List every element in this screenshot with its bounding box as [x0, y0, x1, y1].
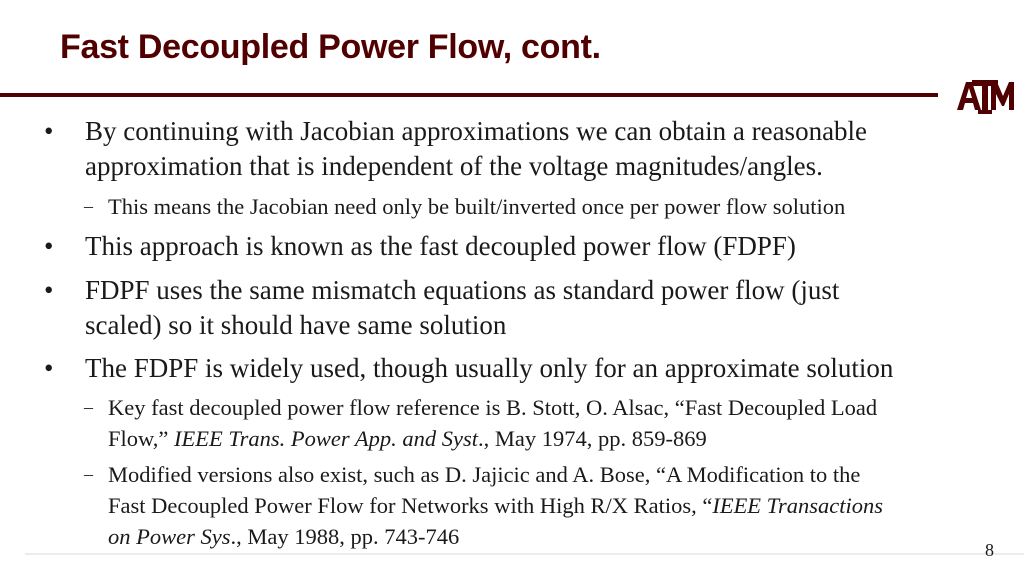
reference-1-line-1: Key fast decoupled power flow reference is B. Stott, O. Alsac, “Fast Decoupled Load	[108, 395, 878, 420]
sub-bullet-marker: –	[84, 464, 93, 484]
bullet-marker: •	[44, 231, 54, 261]
bullet-1-sub-1: This means the Jacobian need only be built/inverted once per power flow solution	[108, 194, 846, 219]
university-logo	[955, 76, 1015, 116]
bullet-marker: •	[44, 275, 54, 305]
title-divider	[0, 93, 938, 97]
sub-bullet-marker: –	[84, 397, 93, 417]
bullet-2-line-1: This approach is known as the fast decoupled power flow (FDPF)	[85, 231, 796, 261]
page-number: 8	[985, 540, 994, 560]
bullet-4-line-1: The FDPF is widely used, though usually only for an approximate solution	[85, 353, 894, 383]
bullet-marker: •	[44, 353, 54, 383]
bullet-3-line-1: FDPF uses the same mismatch equations as standard power flow (just	[85, 275, 840, 305]
reference-2-line-3: on Power Sys., May 1988, pp. 743-746	[108, 524, 460, 549]
reference-2-line-2: Fast Decoupled Power Flow for Networks with High R/X Ratios, “IEEE Transactions	[108, 493, 883, 518]
reference-1-line-2: Flow,” IEEE Trans. Power App. and Syst., May 1974, pp. 859-869	[108, 426, 707, 451]
bullet-marker: •	[44, 116, 54, 146]
bullet-3-line-2: scaled) so it should have same solution	[85, 310, 507, 340]
bullet-1-line-2: approximation that is independent of the voltage magnitudes/angles.	[85, 151, 823, 181]
reference-2-line-1: Modified versions also exist, such as D. Jajicic and A. Bose, “A Modification to the	[108, 462, 861, 487]
footer-divider	[25, 553, 1024, 555]
slide-title: Fast Decoupled Power Flow, cont.	[60, 28, 601, 66]
sub-bullet-marker: –	[84, 196, 93, 216]
bullet-1-line-1: By continuing with Jacobian approximations we can obtain a reasonable	[85, 116, 868, 146]
